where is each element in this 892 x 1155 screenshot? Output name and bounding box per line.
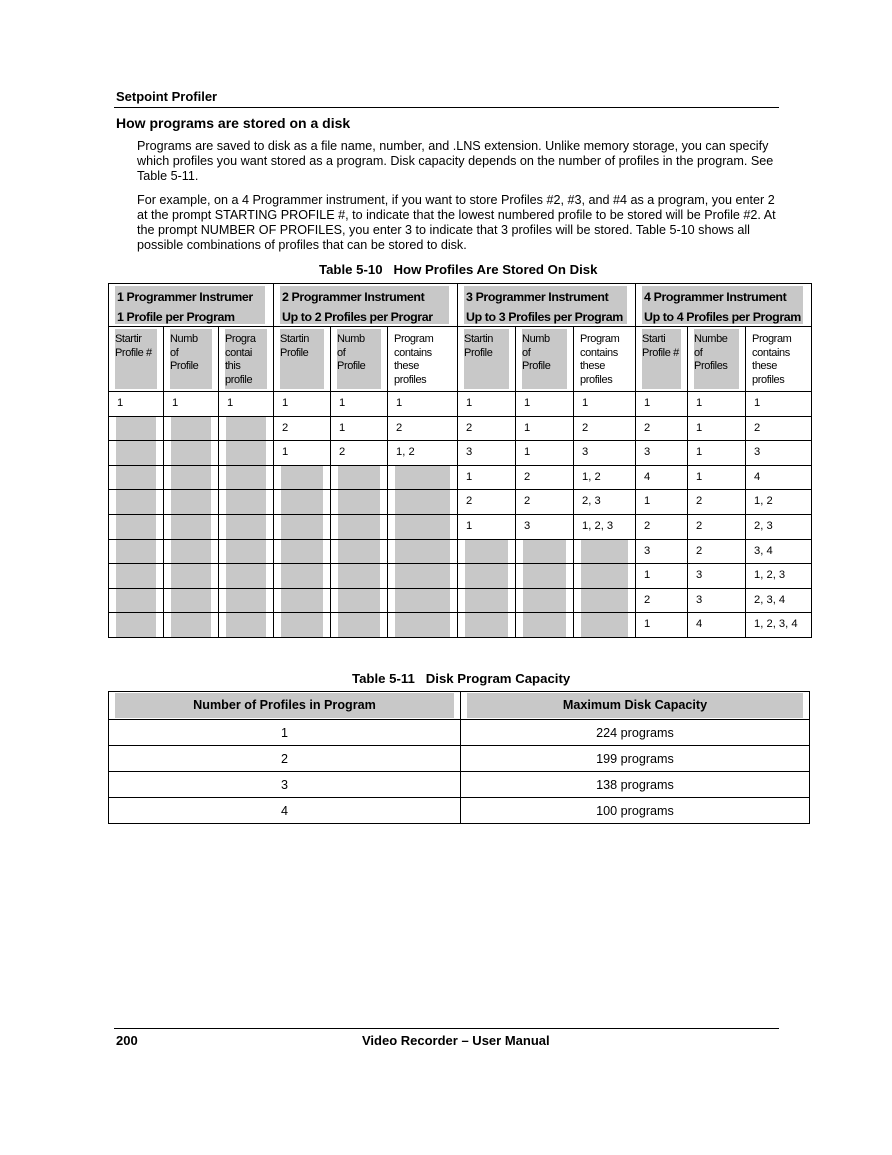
- table-cell: [458, 588, 516, 613]
- profiles-count-cell: 1: [109, 720, 461, 746]
- shaded-empty-cell: [171, 539, 211, 564]
- column-subheader: Program contains these profiles: [574, 327, 636, 392]
- table-cell: 4: [636, 465, 688, 490]
- table-cell: 2: [746, 416, 812, 441]
- group-subtitle: Up to 3 Profiles per Program: [466, 310, 623, 324]
- table-cell: 1: [636, 392, 688, 417]
- table-cell: [164, 514, 219, 539]
- table-cell: [109, 539, 164, 564]
- table-cell: [574, 564, 636, 589]
- table-5-10-caption: Table 5-10 How Profiles Are Stored On Disk: [319, 262, 598, 277]
- table-cell: [516, 539, 574, 564]
- table-5-11-caption: Table 5-11 Disk Program Capacity: [352, 671, 571, 686]
- paragraph-example: For example, on a 4 Programmer instrument, if you want to store Profiles #2, #3, and #4 as a program, you enter 2 at the prompt STARTING PROFILE #, to indicate that the lowest numbered profile to be stored will be Profile #2. At the prompt NUMBER OF PROFILES, you enter 3 to indicate that 3 profiles will be stored. Table 5-10 shows all possible combinations of profiles that can be stored to disk.: [137, 193, 776, 252]
- table-cell: [219, 441, 274, 466]
- shaded-empty-cell: [338, 465, 380, 490]
- table-cell: 3, 4: [746, 539, 812, 564]
- group-subtitle: 1 Profile per Program: [117, 310, 235, 324]
- shaded-empty-cell: [465, 588, 508, 613]
- table-cell: [109, 514, 164, 539]
- running-header: Setpoint Profiler: [116, 89, 218, 104]
- shaded-empty-cell: [171, 441, 211, 466]
- table-cell: 1: [219, 392, 274, 417]
- table-cell: 3: [574, 441, 636, 466]
- column-subheader: Startin Profile: [458, 327, 516, 392]
- subheader-row: [109, 327, 812, 392]
- table-cell: 3: [746, 441, 812, 466]
- shaded-empty-cell: [226, 441, 266, 466]
- table-cell: [388, 539, 458, 564]
- table-cell: 3: [458, 441, 516, 466]
- table-cell: [331, 490, 388, 515]
- shaded-empty-cell: [226, 490, 266, 515]
- table-cell: [164, 564, 219, 589]
- table-row: [109, 539, 812, 564]
- table-row: [109, 465, 812, 490]
- table-cell: 2, 3: [746, 514, 812, 539]
- footer-title: Video Recorder – User Manual: [362, 1033, 550, 1048]
- shaded-empty-cell: [226, 539, 266, 564]
- table-cell: [109, 465, 164, 490]
- table-cell: 2: [516, 490, 574, 515]
- shaded-empty-cell: [226, 514, 266, 539]
- table-cell: 1: [388, 392, 458, 417]
- shaded-empty-cell: [395, 588, 450, 613]
- shaded-empty-cell: [281, 514, 323, 539]
- table-cell: [219, 490, 274, 515]
- shaded-empty-cell: [395, 539, 450, 564]
- table-cell: [274, 564, 331, 589]
- table-cell: 3: [636, 539, 688, 564]
- table-cell: [331, 588, 388, 613]
- shaded-empty-cell: [116, 441, 156, 466]
- table-cell: [574, 613, 636, 638]
- table-cell: 3: [516, 514, 574, 539]
- shaded-empty-cell: [281, 465, 323, 490]
- table-cell: [164, 441, 219, 466]
- shaded-empty-cell: [395, 514, 450, 539]
- shaded-empty-cell: [581, 564, 628, 589]
- table-cell: 2, 3, 4: [746, 588, 812, 613]
- capacity-cell: 100 programs: [461, 798, 810, 824]
- table-cell: [331, 539, 388, 564]
- shaded-empty-cell: [465, 564, 508, 589]
- column-subheader: Numb of Profile: [516, 327, 574, 392]
- shaded-empty-cell: [523, 564, 566, 589]
- shaded-empty-cell: [281, 588, 323, 613]
- table-cell: 1: [458, 465, 516, 490]
- shaded-empty-cell: [171, 416, 211, 441]
- column-subheader: Program contains these profiles: [746, 327, 812, 392]
- table-cell: 1: [688, 392, 746, 417]
- shaded-empty-cell: [338, 564, 380, 589]
- table-cell: [164, 588, 219, 613]
- table-row: [109, 746, 810, 772]
- capacity-cell: 224 programs: [461, 720, 810, 746]
- table-cell: 2: [458, 490, 516, 515]
- table-cell: 3: [688, 564, 746, 589]
- table-cell: 1: [516, 416, 574, 441]
- shaded-empty-cell: [116, 539, 156, 564]
- table-cell: 2: [688, 539, 746, 564]
- paragraph-disk-storage: Programs are saved to disk as a file name, number, and .LNS extension. Unlike memory storage, you can specify which profiles you want stored as a program. Disk capacity depends on the number of profiles in the program. See Table 5-11.: [137, 139, 774, 183]
- table-cell: [109, 416, 164, 441]
- table-cell: 1: [636, 490, 688, 515]
- shaded-empty-cell: [116, 588, 156, 613]
- group-subtitle: Up to 4 Profiles per Program: [644, 310, 801, 324]
- column-header-profiles: Number of Profiles in Program: [109, 692, 461, 720]
- group-title: 1 Programmer Instrumer: [117, 290, 253, 304]
- shaded-empty-cell: [523, 539, 566, 564]
- table-cell: [219, 416, 274, 441]
- table-cell: [388, 564, 458, 589]
- shaded-empty-cell: [116, 490, 156, 515]
- table-cell: [164, 465, 219, 490]
- table-cell: 3: [688, 588, 746, 613]
- shaded-empty-cell: [523, 613, 566, 638]
- table-cell: [516, 564, 574, 589]
- shaded-empty-cell: [226, 564, 266, 589]
- table-cell: 2: [516, 465, 574, 490]
- shaded-empty-cell: [116, 514, 156, 539]
- table-cell: 1, 2: [746, 490, 812, 515]
- shaded-empty-cell: [171, 465, 211, 490]
- table-row: [109, 772, 810, 798]
- profiles-count-cell: 3: [109, 772, 461, 798]
- table-cell: [274, 613, 331, 638]
- table-cell: [388, 588, 458, 613]
- table-cell: 1: [331, 392, 388, 417]
- page-number: 200: [116, 1033, 138, 1048]
- table-cell: [219, 514, 274, 539]
- shaded-empty-cell: [116, 613, 156, 638]
- table-cell: [331, 564, 388, 589]
- shaded-empty-cell: [281, 564, 323, 589]
- shaded-empty-cell: [338, 588, 380, 613]
- profiles-count-cell: 4: [109, 798, 461, 824]
- shaded-empty-cell: [171, 564, 211, 589]
- group-title: 3 Programmer Instrument: [466, 290, 609, 304]
- table-cell: [219, 465, 274, 490]
- table-cell: 2: [636, 588, 688, 613]
- group-header-1-programmer: [109, 284, 274, 327]
- table-row: [109, 441, 812, 466]
- table-cell: 1: [458, 514, 516, 539]
- table-cell: [109, 441, 164, 466]
- table-cell: 2: [636, 416, 688, 441]
- shaded-empty-cell: [226, 416, 266, 441]
- table-cell: 2: [688, 514, 746, 539]
- table-cell: 1: [274, 441, 331, 466]
- shaded-empty-cell: [581, 613, 628, 638]
- shaded-empty-cell: [226, 588, 266, 613]
- table-row: [109, 416, 812, 441]
- table-cell: 1: [746, 392, 812, 417]
- footer-rule: [114, 1028, 779, 1029]
- column-subheader: Numb of Profile: [331, 327, 388, 392]
- table-cell: [388, 490, 458, 515]
- table-cell: 1: [636, 613, 688, 638]
- shaded-empty-cell: [395, 564, 450, 589]
- table-cell: [109, 588, 164, 613]
- capacity-cell: 199 programs: [461, 746, 810, 772]
- table-cell: [274, 588, 331, 613]
- table-cell: 2, 3: [574, 490, 636, 515]
- shaded-empty-cell: [395, 613, 450, 638]
- table-cell: [219, 564, 274, 589]
- table-cell: [219, 588, 274, 613]
- shaded-empty-cell: [171, 514, 211, 539]
- table-cell: [574, 588, 636, 613]
- table-cell: [516, 588, 574, 613]
- shaded-empty-cell: [338, 514, 380, 539]
- column-subheader: Progra contai this profile: [219, 327, 274, 392]
- shaded-empty-cell: [338, 490, 380, 515]
- table-row: [109, 514, 812, 539]
- table-row: [109, 588, 812, 613]
- table-cell: 1, 2, 3, 4: [746, 613, 812, 638]
- group-header-2-programmer: [274, 284, 458, 327]
- table-cell: 1, 2: [574, 465, 636, 490]
- table-cell: [458, 564, 516, 589]
- column-subheader: Startir Profile #: [109, 327, 164, 392]
- table-cell: 1: [331, 416, 388, 441]
- table-cell: 2: [331, 441, 388, 466]
- table-cell: [458, 539, 516, 564]
- table-cell: [274, 514, 331, 539]
- shaded-empty-cell: [338, 539, 380, 564]
- table-cell: 1: [688, 416, 746, 441]
- table-cell: 2: [688, 490, 746, 515]
- shaded-empty-cell: [226, 613, 266, 638]
- table-cell: 4: [688, 613, 746, 638]
- table-cell: 1: [688, 441, 746, 466]
- shaded-empty-cell: [171, 613, 211, 638]
- table-cell: 1: [636, 564, 688, 589]
- shaded-empty-cell: [281, 539, 323, 564]
- table-cell: [164, 416, 219, 441]
- shaded-empty-cell: [281, 490, 323, 515]
- table-cell: [516, 613, 574, 638]
- table-cell: [274, 465, 331, 490]
- profiles-count-cell: 2: [109, 746, 461, 772]
- table-cell: 1: [516, 392, 574, 417]
- table-cell: 1: [164, 392, 219, 417]
- shaded-empty-cell: [171, 490, 211, 515]
- shaded-empty-cell: [171, 588, 211, 613]
- table-cell: [331, 465, 388, 490]
- table-cell: 1: [458, 392, 516, 417]
- table-cell: 3: [636, 441, 688, 466]
- shaded-empty-cell: [116, 564, 156, 589]
- table-cell: 1: [109, 392, 164, 417]
- shaded-empty-cell: [116, 416, 156, 441]
- table-row: [109, 798, 810, 824]
- table-row: [109, 564, 812, 589]
- shaded-empty-cell: [281, 613, 323, 638]
- table-cell: 1: [516, 441, 574, 466]
- shaded-empty-cell: [523, 588, 566, 613]
- table-cell: [274, 539, 331, 564]
- shaded-empty-cell: [338, 613, 380, 638]
- table-cell: 2: [574, 416, 636, 441]
- table-cell: 2: [274, 416, 331, 441]
- table-cell: [164, 539, 219, 564]
- group-title: 4 Programmer Instrument: [644, 290, 787, 304]
- table-cell: [458, 613, 516, 638]
- shaded-empty-cell: [581, 588, 628, 613]
- table-cell: [109, 490, 164, 515]
- shaded-empty-cell: [395, 490, 450, 515]
- table-row: [109, 613, 812, 638]
- table-cell: [388, 465, 458, 490]
- table-cell: [388, 514, 458, 539]
- shaded-empty-cell: [116, 465, 156, 490]
- table-cell: 1, 2: [388, 441, 458, 466]
- table-cell: [388, 613, 458, 638]
- table-cell: [164, 613, 219, 638]
- shaded-empty-cell: [395, 465, 450, 490]
- shaded-empty-cell: [581, 539, 628, 564]
- table-row: [109, 490, 812, 515]
- table-cell: 1, 2, 3: [746, 564, 812, 589]
- table-cell: [219, 539, 274, 564]
- shaded-empty-cell: [465, 539, 508, 564]
- table-cell: 1: [688, 465, 746, 490]
- table-cell: [219, 613, 274, 638]
- table-cell: [574, 539, 636, 564]
- table-cell: 4: [746, 465, 812, 490]
- header-rule: [114, 107, 779, 108]
- group-title: 2 Programmer Instrument: [282, 290, 425, 304]
- column-subheader: Startin Profile: [274, 327, 331, 392]
- table-cell: [109, 613, 164, 638]
- table-cell: [164, 490, 219, 515]
- table-row: [109, 720, 810, 746]
- disk-capacity-table: [108, 691, 810, 824]
- table-cell: 2: [388, 416, 458, 441]
- table-cell: [331, 613, 388, 638]
- group-header-4-programmer: [636, 284, 812, 327]
- column-header-capacity: Maximum Disk Capacity: [461, 692, 810, 720]
- table-cell: [109, 564, 164, 589]
- table-row: [109, 392, 812, 417]
- column-subheader: Numbe of Profiles: [688, 327, 746, 392]
- group-subtitle: Up to 2 Profiles per Prograr: [282, 310, 433, 324]
- table-cell: 2: [458, 416, 516, 441]
- column-subheader: Starti Profile #: [636, 327, 688, 392]
- shaded-empty-cell: [226, 465, 266, 490]
- group-header-3-programmer: [458, 284, 636, 327]
- column-subheader: Program contains these profiles: [388, 327, 458, 392]
- table-cell: 1: [274, 392, 331, 417]
- profiles-storage-table: [108, 283, 812, 638]
- column-subheader: Numb of Profile: [164, 327, 219, 392]
- section-heading: How programs are stored on a disk: [116, 115, 351, 131]
- table-cell: [274, 490, 331, 515]
- shaded-empty-cell: [465, 613, 508, 638]
- table-cell: [331, 514, 388, 539]
- table-cell: 1, 2, 3: [574, 514, 636, 539]
- capacity-cell: 138 programs: [461, 772, 810, 798]
- table-cell: 2: [636, 514, 688, 539]
- table-cell: 1: [574, 392, 636, 417]
